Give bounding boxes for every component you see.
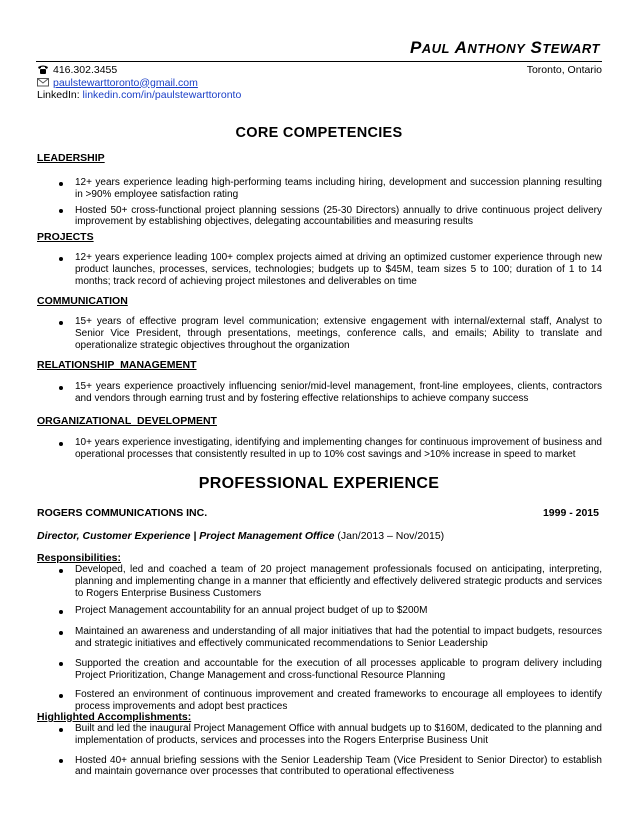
list-item: 12+ years experience leading high-performing teams including hiring, development and succession planning resulting in >90% employee satisfaction rating <box>37 177 602 201</box>
list-item: Hosted 40+ annual briefing sessions with the Senior Leadership Team (Vice President to Senior Director) to establish and maintain governance over processes that contributed to operational effectiveness <box>37 755 602 779</box>
section-communication: COMMUNICATION <box>37 295 128 307</box>
section-organizational-development: ORGANIZATIONAL DEVELOPMENT <box>37 415 217 427</box>
role-line <box>37 530 444 542</box>
list-item: Maintained an awareness and understanding of all major initiatives that had the potential to impact budgets, resources and strategic initiatives and effectively communicated recommendations to Senior Leadership <box>37 626 602 650</box>
organizational-list <box>37 437 602 465</box>
professional-experience-title: PROFESSIONAL EXPERIENCE <box>198 475 440 492</box>
list-item: 12+ years experience leading 100+ complex projects aimed at driving an optimized customer experience through new product launches, processes, services, technologies; budgets up to $45M, team sizes 5 to 100; duration of 1 to 14 months; track record of achieving project milestones and deliverables on time <box>37 252 602 287</box>
company-name: ROGERS COMMUNICATIONS INC. <box>37 507 208 519</box>
header-divider <box>36 61 602 62</box>
accomplishments-list <box>37 723 602 784</box>
candidate-name: PAUL ANTHONY STEWART <box>409 38 600 57</box>
location: Toronto, Ontario <box>526 64 602 76</box>
communication-list <box>37 316 602 355</box>
section-projects: PROJECTS <box>37 231 94 243</box>
role-title: Director, Customer Experience | Project Management Office <box>37 530 335 542</box>
company-row <box>37 507 602 519</box>
leadership-list <box>37 177 602 232</box>
envelope-icon <box>37 77 49 91</box>
projects-list <box>37 252 602 291</box>
section-relationship-management: RELATIONSHIP MANAGEMENT <box>37 359 197 371</box>
responsibilities-heading: Responsibilities: <box>37 552 122 564</box>
email-link[interactable]: paulstewarttoronto@gmail.com <box>53 76 198 89</box>
list-item: Supported the creation and accountable for the execution of all processes applicable to program delivery including Project Prioritization, Change Management and cross-functional Resource Planning <box>37 658 602 682</box>
list-item: 10+ years experience investigating, identifying and implementing changes for continuous improvement of business and operational processes that consistently resulted in up to 10% cost savings and >10% increase in speed to market <box>37 437 602 461</box>
list-item: 15+ years experience proactively influencing senior/mid-level management, front-line employees, clients, contractors and vendors through earning trust and by fostering effective relationships to achieve company success <box>37 381 602 405</box>
contact-block <box>37 64 602 102</box>
relationship-list <box>37 381 602 409</box>
role-dates: (Jan/2013 – Nov/2015) <box>337 530 445 542</box>
list-item: Hosted 50+ cross-functional project planning sessions (25-30 Directors) annually to drive continuous project delivery improvement by establishing objectives, delegating accountabilities and measuring results <box>37 205 602 229</box>
list-item: Built and led the inaugural Project Management Office with annual budgets up to $160M, dedicated to the planning and implementation of products, services and processes into the Rogers Enterprise Business Unit <box>37 723 602 747</box>
accomplishments-heading: Highlighted Accomplishments: <box>37 711 192 723</box>
list-item: Fostered an environment of continuous improvement and created frameworks to encourage all employees to identify process improvements and adopt best practices <box>37 689 602 713</box>
responsibilities-list <box>37 564 602 719</box>
linkedin-label: LinkedIn: <box>37 89 80 101</box>
company-years: 1999 - 2015 <box>542 507 599 519</box>
list-item: Developed, led and coached a team of 20 project management professionals focused on anticipating, interpreting, planning and implementing change in a manner that efficiently and effectively delivered strategic products and services to Rogers Enterprise Business Customers <box>37 564 602 599</box>
linkedin-link[interactable]: linkedin.com/in/paulstewarttoronto <box>82 89 242 101</box>
core-competencies-title: CORE COMPETENCIES <box>235 125 403 141</box>
list-item: 15+ years of effective program level communication; extensive engagement with internal/external staff, Analyst to Senior Vice President, through presentations, meetings, conference calls, and emails; Ability to translate and operationalize strategic objectives throughout the organization <box>37 316 602 351</box>
list-item: Project Management accountability for an annual project budget of up to $200M <box>37 605 602 617</box>
section-leadership: LEADERSHIP <box>37 152 105 164</box>
phone-number[interactable]: 416.302.3455 <box>53 64 118 76</box>
